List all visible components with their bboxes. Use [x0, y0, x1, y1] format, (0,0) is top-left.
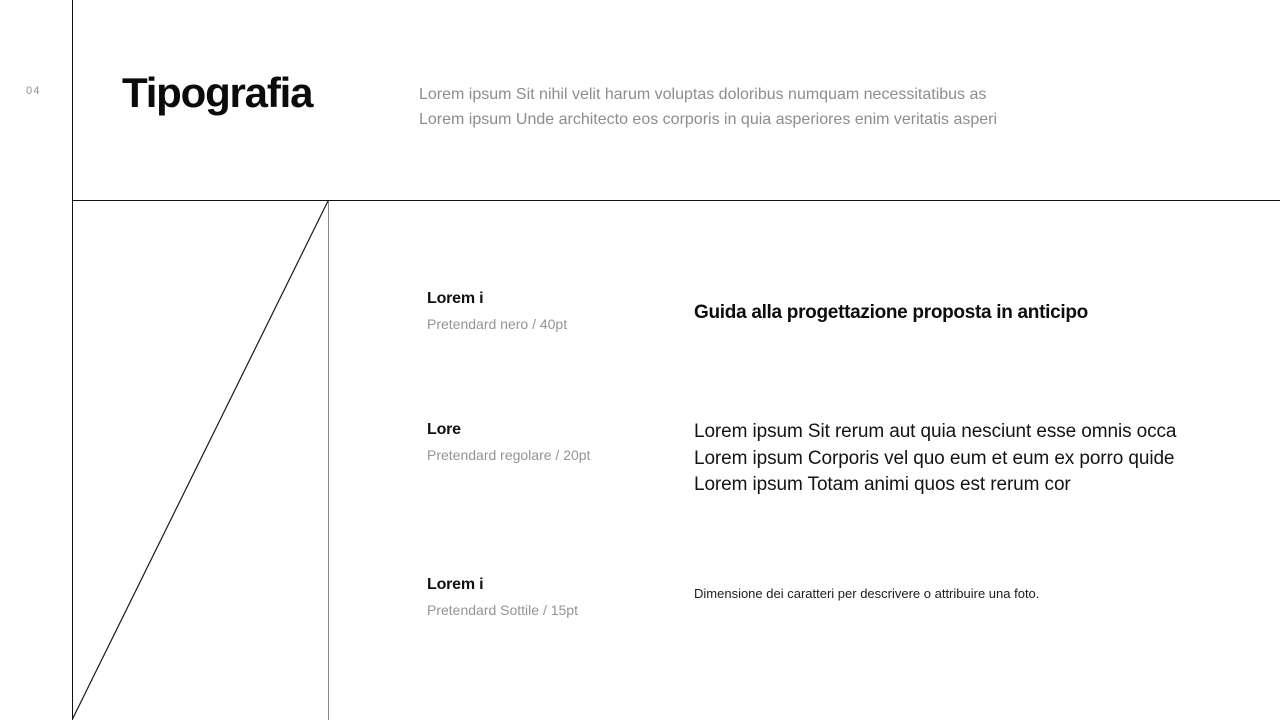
diagonal-slash-icon — [72, 201, 329, 720]
specimen-sample-group — [694, 288, 1254, 326]
specimen-meta: Pretendard nero / 40pt — [427, 316, 568, 332]
specimen-name: Lorem i — [427, 576, 484, 593]
sample-body-line-3: Lorem ipsum Totam animi quos est rerum cor — [694, 474, 1071, 495]
page-title: Tipografia — [122, 69, 313, 116]
specimen-label-group — [427, 288, 677, 335]
intro-line-2: Lorem ipsum Unde architecto eos corporis in quia asperiores enim veritatis asperi — [419, 111, 998, 128]
specimen-label-group — [427, 574, 677, 621]
intro-paragraph — [419, 82, 1099, 132]
specimen-meta: Pretendard regolare / 20pt — [427, 447, 591, 463]
specimen-sample-group — [694, 419, 1254, 499]
specimen-name: Lore — [427, 421, 461, 438]
specimen-name: Lorem i — [427, 290, 484, 307]
sample-body-line-1: Lorem ipsum Sit rerum aut quia nesciunt esse omnis occa — [694, 421, 1177, 442]
sample-body-line-2: Lorem ipsum Corporis vel quo eum et eum ex porro quide — [694, 447, 1175, 469]
specimen-meta: Pretendard Sottile / 15pt — [427, 602, 578, 618]
sample-caption-text: Dimensione dei caratteri per descrivere o attribuire una foto. — [694, 586, 1040, 601]
specimen-sample-group — [694, 574, 1254, 604]
image-placeholder — [72, 201, 329, 720]
specimen-label-group — [427, 419, 677, 466]
intro-line-1: Lorem ipsum Sit nihil velit harum voluptas doloribus numquam necessitatibus as — [419, 86, 987, 103]
page-number: 04 — [26, 85, 41, 97]
sample-heading-text: Guida alla progettazione proposta in anticipo — [694, 302, 1088, 323]
